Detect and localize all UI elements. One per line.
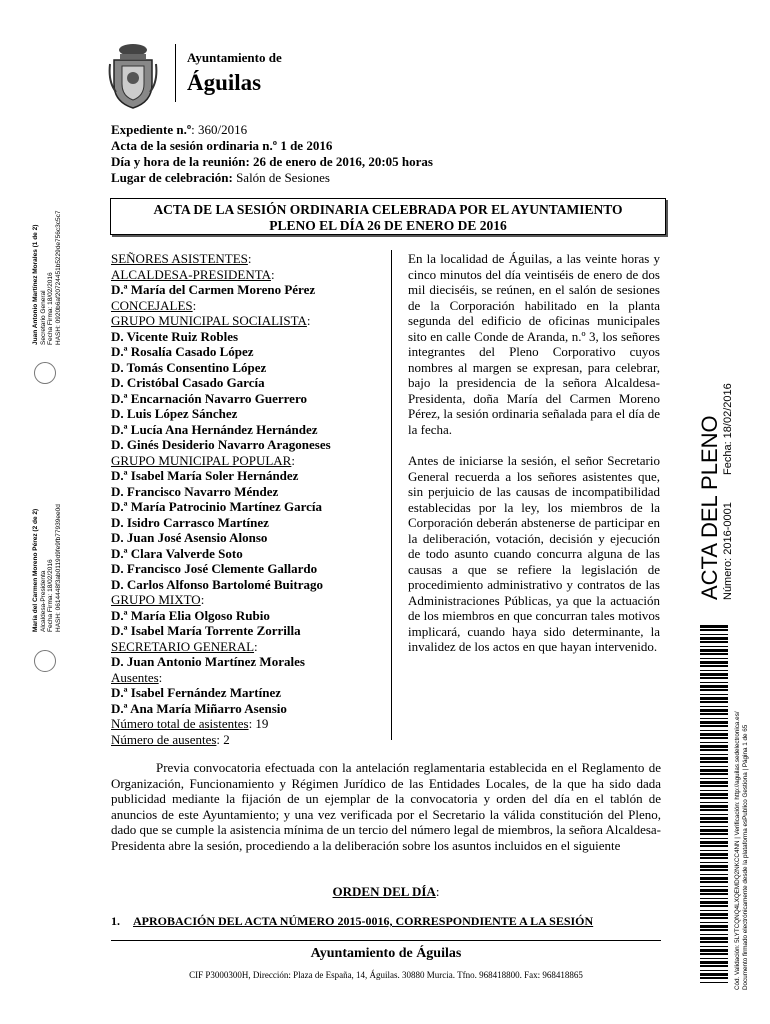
attendee-text: D. Isidro Carrasco Martínez [111, 514, 269, 530]
attendee-line [111, 484, 376, 500]
convocatoria-paragraph: Previa convocatoria efectuada con la antelación reglamentaria establecida en el Reglamento de Organización, Funcionamiento y Régimen Jurídico de las Entidades Locales, de la que ha sido dada publicidad mediante la fijación de un ejemplar de la convocatoria y orden del día en el tablón de anuncios de este Ayuntamiento; y una vez verificada por el Secretario la válida constitución del Pleno, dado que se cumple la asistencia mínima de un tercio del número legal de miembros, la señora Alcaldesa-Presidenta abre la sesión, procediendo a la deliberación sobre los asuntos incluidos en el siguiente [111, 760, 661, 853]
attendee-text: D. Ginés Desiderio Navarro Aragoneses [111, 437, 331, 452]
stamp-acta-title: ACTA DEL PLENO [697, 415, 722, 600]
attendee-line [111, 406, 376, 422]
attendee-text: D. Francisco José Clemente Gallardo [111, 561, 318, 576]
attendee-line [111, 267, 376, 283]
attendee-text: Número total de asistentes [111, 716, 249, 731]
attendee-text: D.ª Isabel María Soler Hernández [111, 468, 299, 483]
attendee-line [111, 298, 376, 314]
stamp-numero: Número: 2016-0001 [722, 502, 734, 600]
header-line2: Águilas [187, 70, 262, 95]
attendee-text: D.ª Encarnación Navarro Guerrero [111, 390, 307, 406]
attendee-line [111, 608, 376, 624]
footer-divider [111, 940, 661, 941]
attendee-line [111, 639, 376, 655]
attendee-line [111, 592, 376, 608]
attendee-suffix: : [158, 669, 163, 685]
signature-stamp-2: María del Carmen Moreno Pérez (2 de 2) Alcaldesa-Presidenta Fecha Firma: 18/02/2016 HASH: 0614448f3ab0119d9fe9fb77939ee0d [32, 504, 62, 632]
attendee-text: D. Carlos Alfonso Bartolomé Buitrago [111, 576, 323, 592]
footer-info: CIF P3000300H, Dirección: Plaza de España, 14, Águilas. 30880 Murcia. Tfno. 968418800. Fax: 968418865 [189, 970, 583, 980]
attendee-text: D.ª Rosalía Casado López [111, 344, 254, 359]
signature-seal-icon [34, 650, 56, 672]
signature-stamp-1: Juan Antonio Martínez Morales (1 de 2) Secretario General Fecha Firma: 18/02/2016 HASH: 0920b6af20724451b5229de756c3c5c7 [32, 210, 62, 345]
signature-seal-icon [34, 362, 56, 384]
header-divider [175, 44, 176, 102]
attendee-text: Ausentes [111, 669, 159, 685]
dia-line: Día y hora de la reunión: 26 de enero de 2016, 20:05 horas [111, 154, 433, 169]
attendee-suffix: : 19 [248, 716, 269, 731]
attendee-text: SECRETARIO GENERAL [111, 638, 255, 654]
attendee-text: D.ª Lucía Ana Hernández Hernández [111, 421, 318, 437]
attendee-text: D.ª Isabel Fernández Martínez [111, 685, 281, 700]
attendee-line [111, 701, 376, 717]
attendee-text: D. Francisco Navarro Méndez [111, 483, 279, 499]
attendee-suffix: : [254, 638, 258, 654]
intro-paragraph-2: Antes de iniciarse la sesión, el señor Secretario General recuerda a los señores asistentes que, sin perjuicio de las causas de incompatibilidad establecidas por la ley, los miembros de la Corporación deberán abstenerse de participar en la deliberación, votación, decisión y ejecución de todo asunto cuando concurra alguna de las causas a que se refiere la legislación de procedimiento administrativo y contratos de las Administraciones Públicas, ya que la actuación de los miembros en que concurran tales motivos implicará, cuando haya sido determinante, la invalidez de los actos en que hayan intervenido. [408, 453, 660, 654]
agenda-item-1: 1. APROBACIÓN DEL ACTA NÚMERO 2015-0016, CORRESPONDIENTE A LA SESIÓN [111, 914, 594, 928]
attendee-text: GRUPO MIXTO [111, 592, 201, 607]
meta-block [111, 122, 671, 186]
attendee-line [111, 732, 376, 748]
attendee-text: D.ª María Patrocinio Martínez García [111, 499, 322, 514]
attendee-text: CONCEJALES [111, 297, 193, 313]
attendee-text: D.ª María Elia Olgoso Rubio [111, 607, 270, 623]
attendee-line [111, 344, 376, 360]
attendee-line [111, 685, 376, 701]
attendee-line [111, 391, 376, 407]
attendee-line [111, 499, 376, 515]
attendee-text: D.ª Isabel María Torrente Zorrilla [111, 623, 301, 638]
attendee-line [111, 468, 376, 484]
intro-text [408, 251, 660, 671]
attendee-line [111, 360, 376, 376]
column-separator [391, 250, 392, 740]
attendee-text: D. Juan José Asensio Alonso [111, 530, 268, 545]
attendee-text: D. Juan Antonio Martínez Morales [111, 654, 305, 669]
stamp-fecha: Fecha: 18/02/2016 [722, 383, 734, 475]
attendee-text: D.ª María del Carmen Moreno Pérez [111, 282, 316, 297]
attendee-line [111, 716, 376, 732]
attendee-text: D. Tomás Consentino López [111, 359, 267, 375]
municipal-crest-logo [108, 42, 158, 110]
attendee-line [111, 515, 376, 531]
attendee-line [111, 375, 376, 391]
attendee-suffix: : [271, 266, 275, 282]
intro-paragraph-1: En la localidad de Águilas, a las veinte horas y cinco minutos del día veintiséis de enero de dos mil dieciséis, se reúnen, en el salón de sesiones de la Corporación habilitado en la planta segunda del edificio de oficinas municipales sito en calle Conde de Aranda, n.º 3, los señores integrantes del Pleno Corporativo cuyos nombres al margen se expresan, para celebrar, bajo la presidencia de la señora Alcaldesa-Presidenta, doña María del Carmen Moreno Pérez, la sesión ordinaria señalada para el día de la fecha. [408, 251, 660, 437]
attendee-line [111, 530, 376, 546]
attendee-line [111, 422, 376, 438]
barcode-icon [700, 625, 728, 985]
title-line2: PLENO EL DÍA 26 DE ENERO DE 2016 [269, 218, 507, 233]
attendee-text: D.ª Ana María Miñarro Asensio [111, 700, 287, 716]
attendee-line [111, 546, 376, 562]
attendee-line [111, 670, 376, 686]
attendee-suffix: : [192, 297, 197, 313]
attendee-suffix: : [200, 592, 205, 607]
title-line1: ACTA DE LA SESIÓN ORDINARIA CELEBRADA POR EL AYUNTAMIENTO [153, 202, 623, 217]
attendee-line [111, 453, 376, 469]
footer-title: Ayuntamiento de Águilas [310, 946, 462, 961]
attendee-suffix: : 2 [216, 731, 230, 747]
attendee-line [111, 437, 376, 453]
attendee-text: GRUPO MUNICIPAL POPULAR [111, 452, 292, 468]
lugar-line: Lugar de celebración: Salón de Sesiones [111, 170, 330, 185]
attendee-line [111, 313, 376, 329]
attendee-line [111, 561, 376, 577]
attendee-line [111, 654, 376, 670]
attendees-list [111, 251, 376, 747]
attendee-line [111, 282, 376, 298]
attendee-line [111, 251, 376, 267]
attendee-text: GRUPO MUNICIPAL SOCIALISTA [111, 313, 307, 328]
header-line1: Ayuntamiento de [187, 50, 282, 65]
acta-line: Acta de la sesión ordinaria n.º 1 de 2016 [111, 138, 333, 153]
attendee-suffix: : [291, 452, 295, 468]
attendee-text: SEÑORES ASISTENTES [111, 251, 248, 266]
attendee-text: D. Vicente Ruiz Robles [111, 328, 239, 344]
orden-del-dia-heading: ORDEN DEL DÍA: [332, 884, 440, 899]
expediente-line: Expediente n.º: 360/2016 [111, 122, 248, 137]
attendee-line [111, 623, 376, 639]
verification-text: Cód. Validación: 5LYTCQNQ4LXQEMDQ2NKCC4NN | Verificación: http://aguilas.sedelectronica.es/ Documento firmado electrónicamente desde la plataforma esPublico Gestiona | Página 1 de 65 [734, 711, 749, 990]
attendee-text: D.ª Clara Valverde Soto [111, 545, 243, 561]
acta-title-box [110, 198, 666, 235]
attendee-suffix: : [306, 313, 311, 328]
attendee-text: D. Cristóbal Casado García [111, 375, 265, 390]
attendee-text: Número de ausentes [111, 731, 217, 747]
attendee-suffix: : [247, 251, 252, 266]
attendee-line [111, 329, 376, 345]
attendee-text: ALCALDESA-PRESIDENTA [111, 266, 272, 282]
attendee-line [111, 577, 376, 593]
attendee-text: D. Luis López Sánchez [111, 406, 238, 421]
